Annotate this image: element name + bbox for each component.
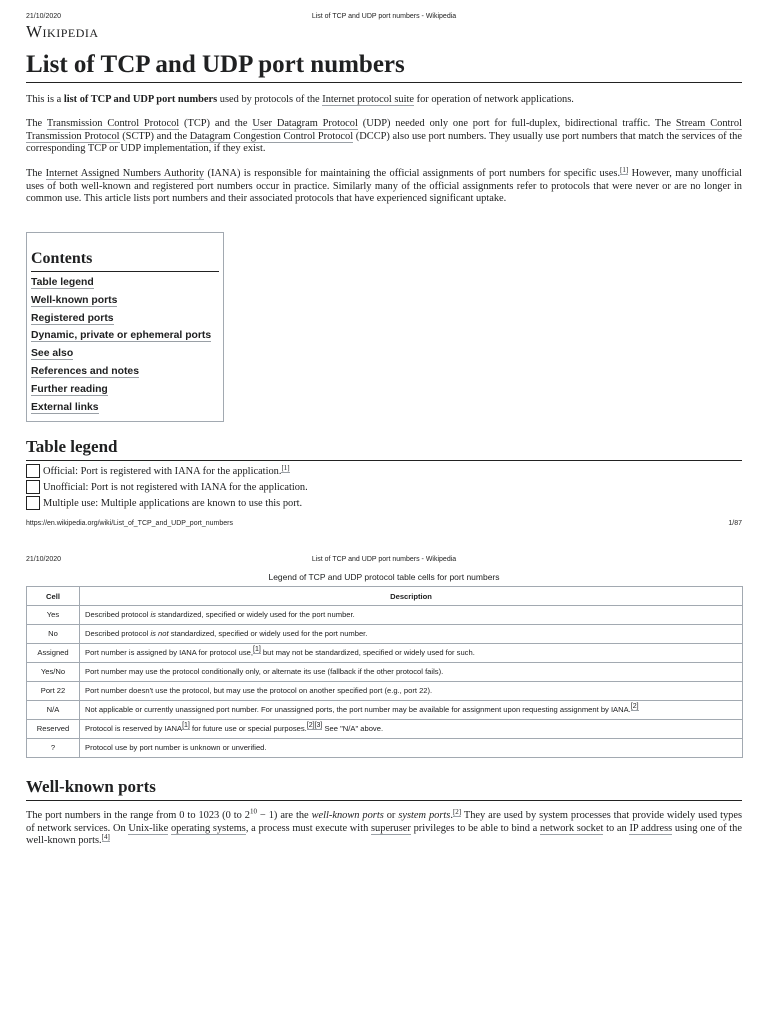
legend-swatch bbox=[26, 480, 40, 494]
table-row bbox=[27, 606, 743, 625]
toc-item-label[interactable]: Dynamic, private or ephemeral ports bbox=[31, 330, 212, 342]
legend-cell-description bbox=[80, 644, 743, 663]
toc-item-label[interactable]: Well-known ports bbox=[31, 294, 118, 306]
section-heading-table-legend: Table legend bbox=[26, 436, 742, 461]
legend-cell-label: ? bbox=[27, 739, 80, 758]
text: , a process must execute with bbox=[245, 822, 372, 834]
text: (IANA) is responsible for maintaining the official assignments of port numbers for specific uses. bbox=[204, 168, 621, 179]
toc-item[interactable] bbox=[31, 347, 219, 365]
table-row bbox=[27, 625, 743, 644]
toc-item-label[interactable]: External links bbox=[31, 401, 99, 413]
protocols-paragraph bbox=[26, 118, 742, 156]
text: . bbox=[450, 810, 453, 821]
text: (SCTP) and the bbox=[119, 130, 190, 142]
table-row bbox=[27, 720, 743, 739]
text: for future use or special purposes. bbox=[189, 724, 307, 733]
legend-cell-description bbox=[80, 606, 743, 625]
text: privileges to be able to bind a bbox=[410, 822, 541, 834]
text: for operation of network applications. bbox=[414, 94, 574, 105]
link-unix-like[interactable]: Unix-like bbox=[128, 822, 169, 834]
table-caption: Legend of TCP and UDP protocol table cells for port numbers bbox=[268, 572, 500, 582]
table-row bbox=[27, 644, 743, 663]
text: Not applicable or currently unassigned port number. For unassigned ports, the port number may be available for assignment upon requesting assignment by IANA. bbox=[85, 705, 631, 714]
well-known-paragraph bbox=[26, 807, 743, 848]
text: − 1) are the bbox=[256, 810, 312, 821]
toc-item-label[interactable]: References and notes bbox=[31, 365, 139, 377]
toc-item-label[interactable]: Registered ports bbox=[31, 312, 114, 324]
toc-list bbox=[31, 276, 219, 418]
legend-text: Unofficial: Port is not registered with IANA for the application. bbox=[43, 482, 308, 493]
legend-swatch bbox=[26, 464, 40, 478]
text: (DCCP) also use port numbers. They usually use port numbers that match the services of the corresponding TCP or UDP implementation, if they exist. bbox=[26, 130, 742, 155]
text: using one of the well-known ports. bbox=[26, 822, 742, 847]
legend-row-multiple-use bbox=[26, 496, 302, 512]
legend-cell-label: No bbox=[27, 625, 80, 644]
table-row bbox=[27, 663, 743, 682]
reference-link[interactable]: [1] bbox=[620, 165, 629, 174]
print-title: List of TCP and UDP port numbers - Wikipedia bbox=[311, 556, 457, 563]
emphasis: is not bbox=[150, 629, 169, 638]
text: Port number doesn't use the protocol, but may use the protocol on another specified port (e.g., port 22). bbox=[85, 686, 433, 695]
text: Port number may use the protocol conditionally only, or alternate its use (fallback if the other protocol fails). bbox=[85, 667, 444, 676]
toc-item[interactable] bbox=[31, 276, 219, 294]
legend-cell-description bbox=[80, 682, 743, 701]
exponent: 10 bbox=[249, 807, 257, 816]
bold-term: list of TCP and UDP port numbers bbox=[63, 94, 218, 105]
iana-paragraph bbox=[26, 165, 742, 206]
legend-text: Official: Port is registered with IANA for the application. bbox=[43, 466, 282, 477]
legend-row-unofficial bbox=[26, 480, 308, 496]
legend-swatch bbox=[26, 496, 40, 510]
print-date: 21/10/2020 bbox=[26, 556, 62, 563]
text: standardized, specified or widely used for the port number. bbox=[155, 610, 355, 619]
link-sctp[interactable]: Stream Control Transmission Protocol bbox=[26, 118, 742, 142]
text: Described protocol bbox=[85, 610, 151, 619]
print-date: 21/10/2020 bbox=[26, 13, 62, 20]
table-row bbox=[27, 682, 743, 701]
link-tcp[interactable]: Transmission Control Protocol bbox=[46, 118, 180, 129]
link-operating-systems[interactable]: operating systems bbox=[170, 822, 246, 834]
legend-cell-description bbox=[80, 739, 743, 758]
footer-page-number: 1/87 bbox=[728, 520, 742, 527]
toc-item[interactable] bbox=[31, 401, 219, 419]
print-header bbox=[26, 556, 742, 565]
toc-item[interactable] bbox=[31, 329, 219, 347]
reference-link[interactable]: [1] bbox=[281, 463, 290, 472]
column-header-description: Description bbox=[80, 587, 743, 606]
legend-cell-description bbox=[80, 701, 743, 720]
emphasis: well-known ports bbox=[311, 810, 384, 821]
table-row bbox=[27, 739, 743, 758]
legend-cell-label: Reserved bbox=[27, 720, 80, 739]
text: They are used by system processes that provide widely used types of network services. On bbox=[26, 810, 743, 834]
toc-item-label[interactable]: Table legend bbox=[31, 277, 94, 288]
table-row bbox=[27, 701, 743, 720]
legend-cell-description bbox=[80, 720, 743, 739]
print-title: List of TCP and UDP port numbers - Wikipedia bbox=[311, 13, 457, 20]
text: standardized, specified or widely used for the port number. bbox=[168, 629, 368, 638]
legend-table-body bbox=[27, 606, 743, 758]
text: (UDP) needed only one port for full-duplex, bidirectional traffic. The bbox=[357, 118, 676, 129]
emphasis: is bbox=[150, 610, 156, 619]
text: Protocol is reserved by IANA bbox=[85, 724, 183, 733]
column-header-cell: Cell bbox=[27, 587, 80, 606]
legend-cell-label: Yes bbox=[27, 606, 80, 625]
link-network-socket[interactable]: network socket bbox=[540, 822, 604, 834]
text: Described protocol bbox=[85, 629, 151, 638]
reference-link[interactable]: [1] bbox=[182, 722, 190, 730]
link-udp[interactable]: User Datagram Protocol bbox=[252, 118, 358, 129]
text: but may not be standardized, specified or widely used for such. bbox=[260, 648, 475, 657]
section-heading-well-known-ports: Well-known ports bbox=[26, 776, 742, 801]
text: Protocol use by port number is unknown or unverified. bbox=[85, 743, 267, 752]
legend-text: Multiple use: Multiple applications are known to use this port. bbox=[43, 498, 303, 509]
legend-cell-label: Assigned bbox=[27, 644, 80, 663]
legend-table bbox=[26, 586, 743, 758]
page-title: List of TCP and UDP port numbers bbox=[26, 50, 742, 83]
text: used by protocols of the bbox=[217, 94, 323, 105]
legend-cell-label: N/A bbox=[27, 701, 80, 720]
link-ip-address[interactable]: IP address bbox=[629, 822, 673, 834]
reference-link[interactable]: [2] bbox=[630, 703, 639, 711]
print-header bbox=[26, 13, 742, 22]
legend-cell-description bbox=[80, 663, 743, 682]
table-of-contents bbox=[26, 232, 224, 422]
table-header-row bbox=[27, 587, 743, 606]
text: However, many unofficial uses of both well-known and registered port numbers occur in practice. Similarly many of the official assignments refer to protocols that were never or are no longer in common use. This article lists port numbers and their associated protocols that have experienced significant uptake. bbox=[26, 168, 742, 205]
text: Port number is assigned by IANA for protocol use, bbox=[85, 648, 253, 657]
link-dccp[interactable]: Datagram Congestion Control Protocol bbox=[189, 130, 354, 142]
footer-url: https://en.wikipedia.org/wiki/List_of_TCP_and_UDP_port_numbers bbox=[26, 520, 233, 527]
wikipedia-wordmark[interactable]: Wikipedia bbox=[26, 22, 99, 41]
legend-cell-label: Port 22 bbox=[27, 682, 80, 701]
reference-link[interactable]: [1] bbox=[253, 646, 261, 654]
toc-item-label[interactable]: See also bbox=[31, 348, 74, 360]
emphasis: system ports bbox=[398, 810, 451, 821]
text: to an bbox=[603, 822, 630, 834]
text: The bbox=[26, 118, 47, 129]
reference-link[interactable]: [4] bbox=[101, 832, 110, 841]
toc-item-label[interactable]: Further reading bbox=[31, 383, 108, 395]
text: (TCP) and the bbox=[179, 118, 253, 129]
intro-paragraph bbox=[26, 94, 742, 107]
legend-row-official bbox=[26, 464, 290, 480]
print-footer bbox=[26, 520, 742, 529]
toc-item[interactable] bbox=[31, 312, 219, 330]
legend-cell-description bbox=[80, 625, 743, 644]
text: The bbox=[26, 168, 46, 179]
toc-item[interactable] bbox=[31, 294, 219, 312]
reference-link[interactable]: [2] bbox=[452, 807, 462, 816]
text: See "N/A" above. bbox=[322, 724, 384, 733]
link-iana[interactable]: Internet Assigned Numbers Authority bbox=[45, 168, 205, 179]
text: This is a bbox=[26, 94, 64, 105]
reference-link[interactable]: [2][3] bbox=[306, 722, 323, 730]
link-internet-protocol-suite[interactable]: Internet protocol suite bbox=[322, 94, 415, 105]
link-superuser[interactable]: superuser bbox=[371, 822, 411, 834]
text: or bbox=[383, 810, 399, 821]
toc-item[interactable] bbox=[31, 383, 219, 401]
toc-heading: Contents bbox=[31, 249, 219, 272]
legend-cell-label: Yes/No bbox=[27, 663, 80, 682]
text: The port numbers in the range from 0 to 1023 (0 to 2 bbox=[26, 810, 250, 821]
toc-item[interactable] bbox=[31, 365, 219, 383]
